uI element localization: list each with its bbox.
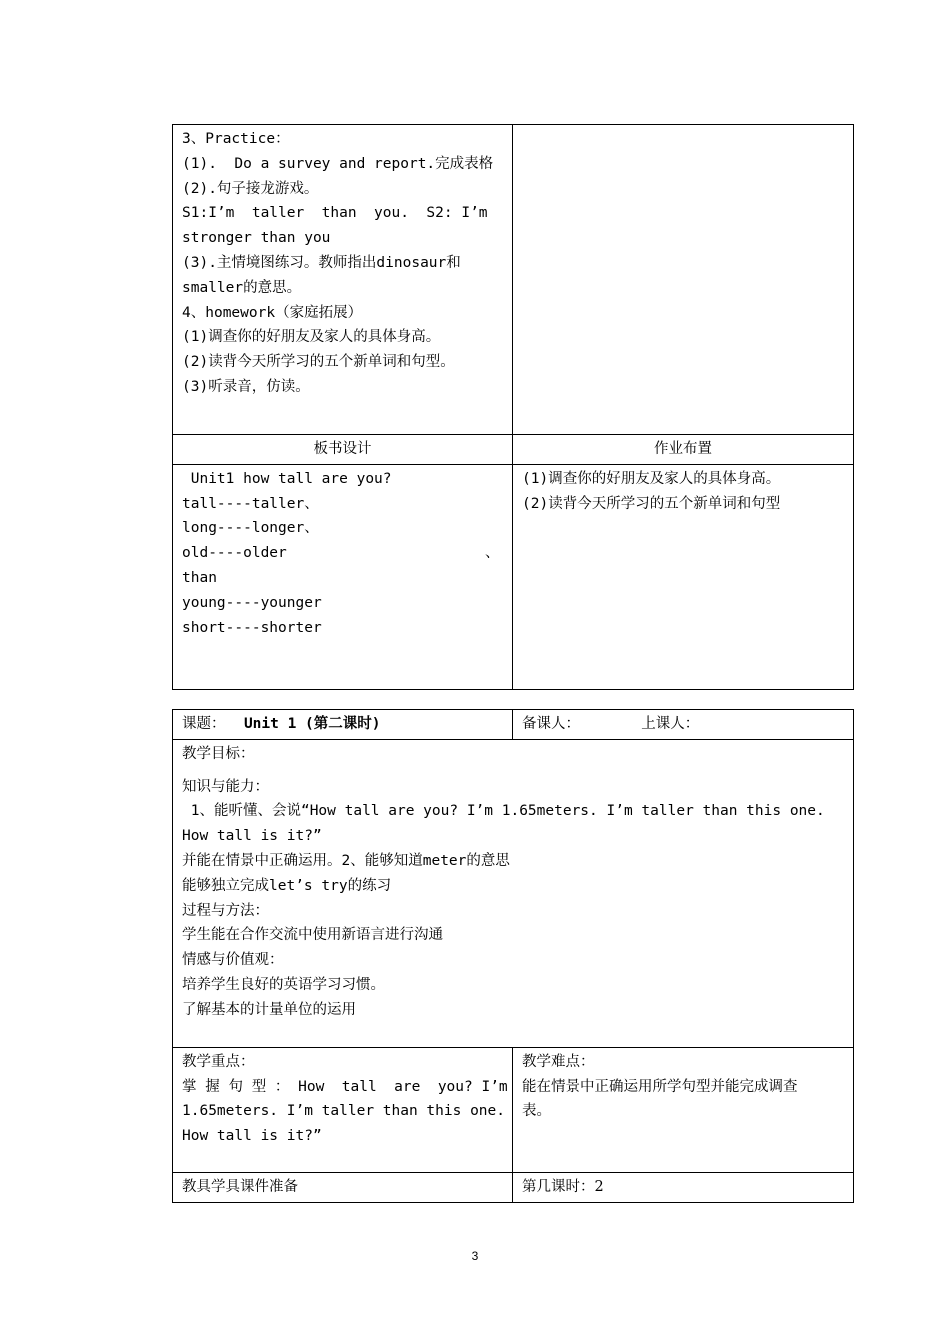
- page-number: 3: [471, 1249, 479, 1263]
- materials-cell: 教具学具课件准备: [173, 1172, 513, 1202]
- key-points-title: 教学重点：: [182, 1053, 255, 1070]
- homework-cell: [513, 464, 854, 689]
- practice-line: smaller的意思。: [182, 279, 302, 296]
- preparer-label: 备课人：: [522, 716, 580, 732]
- practice-line: 4、homework（家庭拓展）: [182, 304, 363, 321]
- preparer-cell: [513, 710, 854, 740]
- practice-line: (3).主情境图练习。教师指出dinosaur和: [182, 254, 461, 271]
- empty-cell: [513, 125, 854, 435]
- board-line: old----older: [182, 545, 287, 562]
- goals-line: 了解基本的计量单位的运用: [182, 1001, 356, 1018]
- key-points-line: 掌 握 句 型 ： How tall are you? I’m: [182, 1078, 508, 1095]
- goals-line: 学生能在合作交流中使用新语言进行沟通: [182, 927, 443, 944]
- board-line: Unit1 how tall are you?: [182, 470, 392, 487]
- goals-line: 知识与能力：: [182, 778, 269, 795]
- board-design-cell: [173, 464, 513, 689]
- practice-line: (1). Do a survey and report.完成表格: [182, 155, 494, 172]
- practice-line: 3、Practice：: [182, 131, 290, 147]
- topic-value: Unit 1 (第二课时): [243, 716, 381, 732]
- board-line: long----longer、: [182, 520, 319, 537]
- difficulty-line: 能在情景中正确运用所学句型并能完成调查: [522, 1078, 798, 1095]
- practice-line: S1:I’m taller than you. S2: I’m: [182, 205, 488, 222]
- difficulty-line: 表。: [522, 1103, 551, 1120]
- lesson-plan-table-1: [172, 124, 854, 690]
- difficulty-cell: [513, 1047, 854, 1172]
- homework-line: (1)调查你的好朋友及家人的具体身高。: [522, 470, 781, 487]
- teaching-goals-cell: [173, 739, 854, 1047]
- practice-cell: [173, 125, 513, 435]
- key-points-cell: [173, 1047, 513, 1172]
- lesson-number-cell: 第几课时：2: [513, 1172, 854, 1202]
- homework-header: 作业布置: [513, 435, 854, 465]
- goals-line: How tall is it?”: [182, 828, 322, 845]
- goals-title: 教学目标：: [182, 745, 255, 762]
- board-dot: 、: [485, 544, 500, 561]
- practice-line: (2).句子接龙游戏。: [182, 180, 319, 197]
- goals-line: 能够独立完成let’s try的练习: [182, 877, 392, 894]
- teacher-label: 上课人：: [641, 716, 700, 732]
- goals-line: 培养学生良好的英语学习习惯。: [182, 976, 385, 993]
- topic-cell: [173, 710, 513, 740]
- goals-line: 1、能听懂、会说“How tall are you? I’m 1.65meters. I’m taller than this one.: [182, 803, 825, 820]
- board-design-header: 板书设计: [173, 435, 513, 465]
- board-line: than: [182, 569, 217, 586]
- homework-line: (2)读背今天所学习的五个新单词和句型: [522, 495, 781, 512]
- topic-label: 课题：: [182, 716, 226, 732]
- goals-line: 过程与方法：: [182, 902, 269, 919]
- difficulty-title: 教学难点：: [522, 1053, 595, 1070]
- key-points-line: 1.65meters. I’m taller than this one.: [182, 1103, 506, 1120]
- practice-line: (3)听录音，仿读。: [182, 378, 310, 395]
- lesson-plan-table-2: [172, 709, 854, 1203]
- board-line: tall----taller、: [182, 495, 319, 512]
- practice-line: (2)读背今天所学习的五个新单词和句型。: [182, 354, 455, 371]
- board-line: short----shorter: [182, 619, 322, 636]
- practice-line: (1)调查你的好朋友及家人的具体身高。: [182, 329, 441, 346]
- key-points-line: How tall is it?”: [182, 1128, 322, 1145]
- goals-line: 情感与价值观：: [182, 952, 284, 969]
- goals-line: 并能在情景中正确运用。2、能够知道meter的意思: [182, 852, 510, 869]
- board-line: young----younger: [182, 594, 322, 611]
- practice-line: stronger than you: [182, 230, 331, 247]
